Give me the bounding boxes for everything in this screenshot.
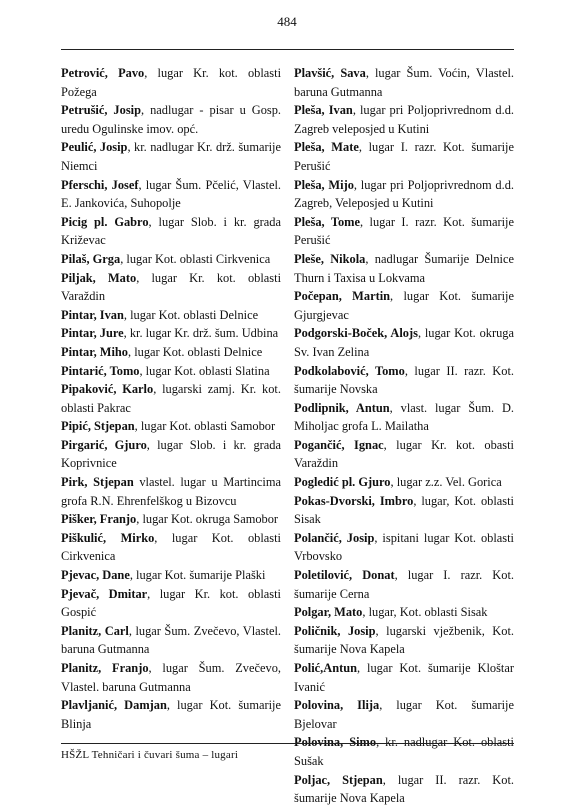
entry-description: , lugarski zamj. Kr. kot. oblasti Pakrac (61, 382, 281, 415)
directory-entry (294, 324, 514, 361)
entry-name: Pišker, Franjo (61, 512, 137, 527)
entry-name: Piškulić, Mirko (61, 530, 155, 545)
directory-entry (61, 213, 281, 250)
page-number: 484 (277, 14, 297, 29)
left-column (61, 64, 281, 733)
directory-entry (61, 529, 281, 566)
entry-name: Pintar, Miho (61, 344, 129, 359)
entry-description: , lugar Kot. šumarije Plaški (129, 568, 266, 583)
entry-description: , lugar Kot. okruga Samobor (136, 512, 279, 527)
entry-name: Picig pl. Gabro (61, 214, 149, 229)
entry-description: , lugar Kr. kot. oblasti Požega (61, 66, 282, 99)
entry-name: Pilaš, Grga (61, 251, 121, 266)
entry-description: , kr. lugar Kr. drž. šum. Udbina (123, 326, 279, 341)
entry-description: , lugar Kr. kot. obasti Varaždin (294, 437, 514, 471)
entry-description: vlastel. lugar u Martincima grofa R.N. Ehrenfelškog u Bizovcu (61, 475, 281, 508)
entry-description: , lugar II. razr. Kot. šumarije Nova Kapela (294, 772, 514, 806)
directory-entry (61, 585, 281, 622)
entry-description: , lugar Kot. oblasti Cirkvenica (120, 251, 271, 266)
entry-name: Podgorski-Boček, Alojs (294, 326, 418, 341)
entry-name: Polgar, Mato (294, 605, 363, 620)
entry-description: , lugar Šum. Pčelić, Vlastel. E. Jankovića, Suhopolje (61, 177, 281, 211)
entry-description: , lugar Šum. Zvečevo, Vlastel. baruna Gutmanna (61, 661, 281, 694)
directory-entry (294, 659, 514, 696)
entry-name: Pokas-Dvorski, Imbro (294, 493, 414, 508)
entry-description: , lugar Kot. šumarije Bjelovar (294, 698, 514, 731)
directory-entry (294, 64, 514, 101)
directory-entry (294, 436, 514, 473)
entry-name: Pleša, Mate (294, 140, 359, 155)
entry-description: , ispitani lugar Kot. oblasti Vrbovsko (294, 530, 514, 564)
entry-description: , lugar II. razr. Kot. šumarije Novska (294, 363, 514, 397)
entry-description: , lugar Slob. i kr. grada Koprivnice (61, 437, 281, 471)
directory-entry (61, 101, 281, 138)
header-rule (61, 49, 514, 50)
entry-description: , lugar Kot. oblasti Slatina (139, 363, 270, 378)
directory-entry (294, 287, 514, 324)
entry-description: , lugar Kr. kot. oblasti Varaždin (61, 270, 282, 304)
entry-description: , nadlugar Šumarije Delnice Thurn i Taxisa u Lokvama (294, 251, 514, 285)
footer-rule (61, 743, 514, 744)
entry-description: , nadlugar - pisar u Gosp. uredu Ogulinske imov. opć. (61, 103, 281, 136)
entry-description: , lugar Kot. oblasti Delnice (123, 307, 259, 322)
entry-description: , lugar z.z. Vel. Gorica (390, 475, 502, 490)
entry-description: , lugar pri Poljoprivrednom d.d. Zagreb veleposjed u Kutini (294, 103, 514, 136)
entry-description: , lugar I. razr. Kot. šumarije Perušić (294, 214, 514, 248)
entry-name: Pjevač, Dmitar (61, 586, 148, 601)
directory-entry (61, 324, 281, 343)
directory-entry (294, 473, 514, 492)
entry-description: , lugar Kot. oblasti Delnice (128, 344, 263, 359)
entry-name: Pleša, Tome (294, 214, 360, 229)
directory-entry (294, 566, 514, 603)
entry-name: Pintarić, Tomo (61, 363, 140, 378)
entry-name: Pirgarić, Gjuro (61, 437, 147, 452)
entry-name: Pjevac, Dane (61, 568, 130, 583)
directory-entry (294, 492, 514, 529)
directory-entry (61, 362, 281, 381)
entry-name: Peulić, Josip (61, 140, 128, 155)
footer-text: HŠŽL Tehničari i čuvari šuma – lugari (61, 749, 239, 761)
entry-description: , lugar pri Poljoprivrednom d.d. Zagreb, Veleposjed u Kutini (294, 177, 514, 211)
entry-name: Pleša, Ivan (294, 103, 353, 118)
directory-entry (61, 510, 281, 529)
entry-name: Pirk, Stjepan (61, 475, 134, 490)
entry-description: , lugar Šum. Voćin, Vlastel. baruna Gutmanna (294, 66, 514, 99)
entry-name: Pferschi, Josef (61, 177, 139, 192)
entry-name: Piljak, Mato (61, 270, 137, 285)
directory-entry (294, 622, 514, 659)
entry-description: , lugar, Kot. oblasti Sisak (362, 605, 488, 620)
directory-entry (294, 213, 514, 250)
directory-entry (61, 250, 281, 269)
directory-entry (61, 566, 281, 585)
directory-entry (294, 733, 514, 770)
entry-name: Planitz, Franjo (61, 661, 149, 675)
entry-name: Pleša, Mijo (294, 177, 354, 192)
entry-name: Poletilović, Donat (294, 568, 395, 583)
entry-name: Pipaković, Karlo (61, 382, 154, 397)
directory-entry (294, 399, 514, 436)
entry-name: Plavšić, Sava (294, 66, 366, 80)
entry-description: , lugar I. razr. Kot. šumarije Cerna (294, 568, 514, 601)
entry-name: Podlipnik, Antun (294, 400, 390, 415)
entry-description: , kr. nadlugar Kot. oblasti Sušak (294, 735, 514, 768)
directory-entry (294, 603, 514, 622)
directory-entry (294, 138, 514, 175)
directory-entry (294, 250, 514, 287)
entry-description: , vlast. lugar Šum. D. Miholjac grofa L. Mailatha (294, 400, 514, 434)
directory-entry (61, 343, 281, 362)
directory-entry (61, 380, 281, 417)
directory-entry (294, 771, 514, 808)
right-column (294, 64, 514, 808)
directory-entry (294, 529, 514, 566)
entry-name: Plavljanić, Damjan (61, 698, 167, 713)
entry-name: Pogančić, Ignac (294, 437, 384, 452)
entry-name: Pleše, Nikola (294, 251, 366, 266)
entry-description: , lugar Kot. šumarije Kloštar Ivanić (294, 661, 514, 694)
entry-description: , kr. nadlugar Kr. drž. šumarije Niemci (61, 140, 281, 173)
entry-name: Počepan, Martin (294, 289, 391, 304)
entry-name: Pintar, Jure (61, 326, 124, 341)
entry-name: Polić,Antun (294, 661, 357, 675)
directory-entry (61, 659, 281, 696)
entry-description: , lugar Kot. oblasti Cirkvenica (61, 530, 281, 564)
directory-entry (294, 176, 514, 213)
directory-entry (61, 138, 281, 175)
directory-entry (61, 417, 281, 436)
directory-entry (61, 64, 281, 101)
directory-entry (294, 696, 514, 733)
entry-name: Pintar, Ivan (61, 307, 124, 322)
entry-name: Polovina, Ilija (294, 698, 380, 713)
entry-name: Poljac, Stjepan (294, 772, 383, 787)
entry-description: , lugar Šum. Zvečevo, Vlastel. baruna Gutmanna (61, 623, 281, 657)
entry-description: , lugar Kot. okruga Sv. Ivan Zelina (294, 326, 514, 359)
directory-entry (294, 101, 514, 138)
directory-entry (61, 176, 281, 213)
directory-entry (61, 696, 281, 733)
entry-description: , lugar Slob. i kr. grada Križevac (61, 214, 281, 248)
entry-description: , lugar Kr. kot. oblasti Gospić (61, 586, 281, 620)
entry-description: , lugar Kot. oblasti Samobor (134, 419, 276, 434)
entry-name: Planitz, Carl (61, 623, 129, 638)
directory-entry (294, 362, 514, 399)
directory-entry (61, 622, 281, 659)
entry-description: , lugar Kot. šumarije Blinja (61, 698, 281, 731)
entry-description: , lugar Kot. šumarije Gjurgjevac (294, 289, 514, 322)
directory-entry (61, 436, 281, 473)
entry-name: Polovina, Simo (294, 735, 377, 750)
entry-name: Pogledić pl. Gjuro (294, 475, 391, 490)
entry-name: Podkolabović, Tomo (294, 363, 405, 378)
directory-entry (61, 269, 281, 306)
entry-name: Petrović, Pavo (61, 66, 145, 80)
entry-name: Poličnik, Josip (294, 623, 376, 638)
entry-name: Polančić, Josip (294, 530, 375, 545)
entry-description: , lugar, Kot. oblasti Sisak (294, 493, 514, 527)
directory-entry (61, 306, 281, 325)
entry-description: , lugarski vježbenik, Kot. šumarije Nova Kapela (294, 623, 514, 657)
entry-name: Pipić, Stjepan (61, 419, 135, 434)
entry-description: , lugar I. razr. Kot. šumarije Perušić (294, 140, 514, 173)
entry-name: Petrušić, Josip (61, 103, 141, 118)
directory-entry (61, 473, 281, 510)
